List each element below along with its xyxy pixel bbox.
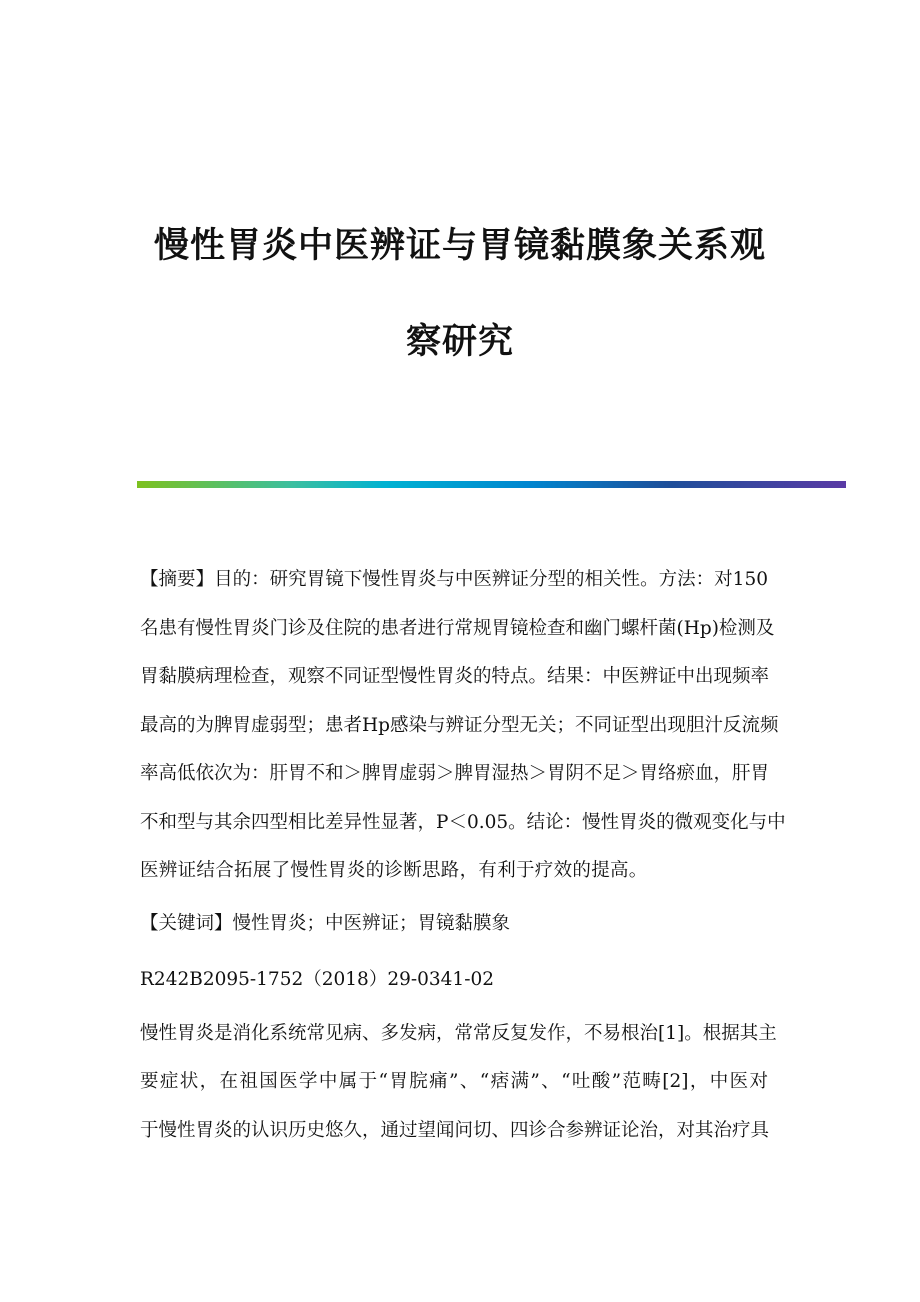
body-line: 于慢性胃炎的认识历史悠久，通过望闻问切、四诊合参辨证论治，对其治疗具 — [140, 1120, 770, 1141]
document-title-line-1: 慢性胃炎中医辨证与胃镜黏膜象关系观 — [153, 226, 766, 266]
body-line: 要症状，在祖国医学中属于“胃脘痛”、“痞满”、“吐酸”范畴[2]，中医对 — [140, 1071, 768, 1092]
abstract-line: 最高的为脾胃虚弱型；患者Hp感染与辨证分型无关；不同证型出现胆汁反流频 — [140, 715, 779, 736]
abstract-line: 【摘要】目的：研究胃镜下慢性胃炎与中医辨证分型的相关性。方法：对150 — [140, 569, 768, 590]
keywords: 【关键词】慢性胃炎；中医辨证；胃镜黏膜象 — [140, 913, 511, 934]
abstract-line: 名患有慢性胃炎门诊及住院的患者进行常规胃镜检查和幽门螺杆菌(Hp)检测及 — [140, 618, 775, 639]
abstract-line: 不和型与其余四型相比差异性显著，P＜0.05。结论：慢性胃炎的微观变化与中 — [140, 812, 786, 833]
classification-code: R242B2095-1752（2018）29-0341-02 — [140, 969, 494, 990]
body-line: 慢性胃炎是消化系统常见病、多发病，常常反复发作，不易根治[1]。根据其主 — [140, 1023, 777, 1044]
abstract-line: 胃黏膜病理检查，观察不同证型慢性胃炎的特点。结果：中医辨证中出现频率 — [140, 666, 770, 687]
document-title-line-2: 察研究 — [405, 322, 514, 362]
title-divider — [137, 481, 846, 488]
abstract-line: 率高低依次为：肝胃不和＞脾胃虚弱＞脾胃湿热＞胃阴不足＞胃络瘀血，肝胃 — [140, 763, 770, 784]
abstract-line: 医辨证结合拓展了慢性胃炎的诊断思路，有利于疗效的提高。 — [140, 860, 648, 881]
